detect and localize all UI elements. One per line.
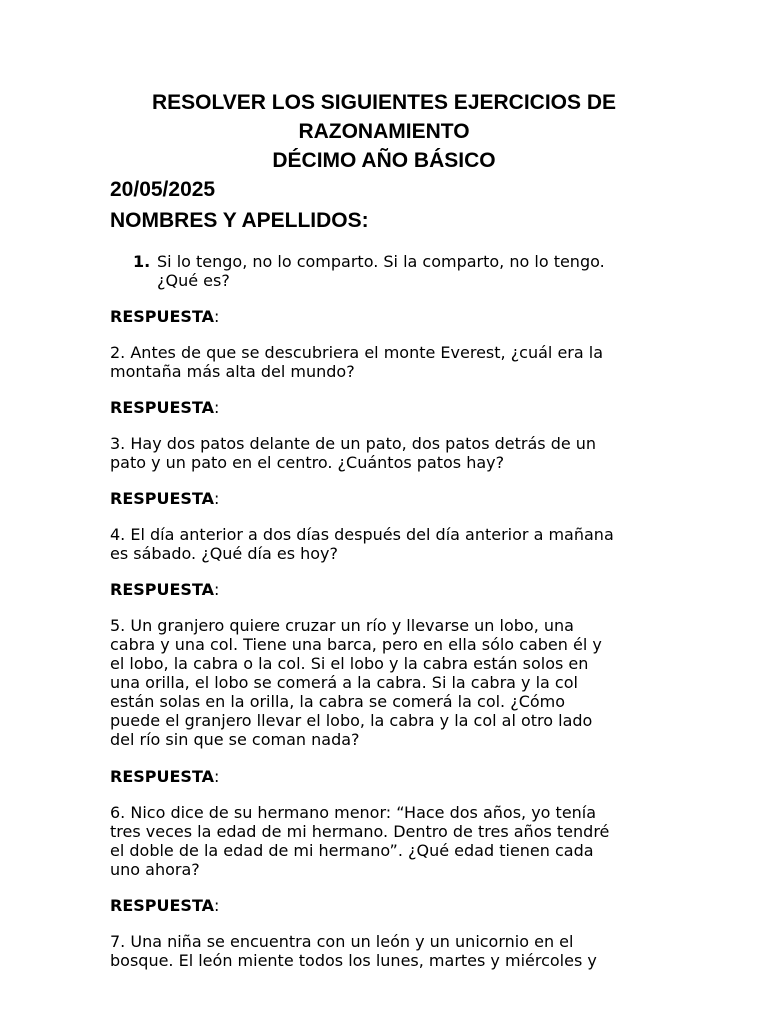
title-line-2: RAZONAMIENTO	[298, 120, 470, 143]
answer-colon: :	[214, 307, 220, 326]
answer-colon: :	[214, 580, 220, 599]
answer-label: RESPUESTA	[110, 307, 214, 326]
answer-4	[110, 580, 219, 599]
question-6-line-3: el doble de la edad de mi hermano”. ¿Qué edad tienen cada	[110, 841, 594, 860]
answer-1	[110, 307, 219, 326]
question-4-line-2: es sábado. ¿Qué día es hoy?	[110, 544, 339, 563]
answer-label: RESPUESTA	[110, 580, 214, 599]
question-3-text	[110, 434, 670, 472]
question-5-line-4: una orilla, el lobo se comerá a la cabra. Si la cabra y la col	[110, 673, 578, 692]
answer-colon: :	[214, 767, 220, 786]
answer-5	[110, 767, 219, 786]
question-5-line-2: cabra y una col. Tiene una barca, pero en ella sólo caben él y	[110, 635, 602, 654]
document-date: 20/05/2025	[110, 178, 216, 201]
question-4-text	[110, 525, 670, 563]
question-1-line-2: ¿Qué es?	[157, 271, 230, 290]
answer-3	[110, 489, 219, 508]
question-7-text	[110, 932, 670, 970]
question-5-line-6: puede el granjero llevar el lobo, la cabra y la col al otro lado	[110, 711, 593, 730]
question-1-line-1: Si lo tengo, no lo comparto. Si la comparto, no lo tengo.	[157, 252, 605, 271]
question-5-text	[110, 616, 670, 749]
question-6-line-1: 6. Nico dice de su hermano menor: “Hace dos años, yo tenía	[110, 803, 597, 822]
title-line-3: DÉCIMO AÑO BÁSICO	[272, 149, 496, 172]
question-6-text	[110, 803, 670, 879]
answer-colon: :	[214, 398, 220, 417]
question-1-number: 1.	[133, 252, 151, 271]
question-2-line-1: 2. Antes de que se descubriera el monte Everest, ¿cuál era la	[110, 343, 604, 362]
question-1-text	[157, 252, 657, 290]
answer-label: RESPUESTA	[110, 767, 214, 786]
answer-label: RESPUESTA	[110, 398, 214, 417]
answer-colon: :	[214, 489, 220, 508]
answer-label: RESPUESTA	[110, 896, 214, 915]
question-3-line-2: pato y un pato en el centro. ¿Cuántos patos hay?	[110, 453, 505, 472]
names-label: NOMBRES Y APELLIDOS:	[110, 209, 369, 232]
answer-colon: :	[214, 896, 220, 915]
question-5-line-3: el lobo, la cabra o la col. Si el lobo y la cabra están solos en	[110, 654, 589, 673]
question-2-line-2: montaña más alta del mundo?	[110, 362, 355, 381]
question-7-line-2: bosque. El león miente todos los lunes, martes y miércoles y	[110, 951, 597, 970]
question-5-line-1: 5. Un granjero quiere cruzar un río y llevarse un lobo, una	[110, 616, 574, 635]
question-6-line-2: tres veces la edad de mi hermano. Dentro de tres años tendré	[110, 822, 610, 841]
question-4-line-1: 4. El día anterior a dos días después del día anterior a mañana	[110, 525, 614, 544]
title-line-1: RESOLVER LOS SIGUIENTES EJERCICIOS DE	[151, 91, 617, 114]
answer-2	[110, 398, 219, 417]
question-6-line-4: uno ahora?	[110, 860, 200, 879]
question-5-line-5: están solas en la orilla, la cabra se comerá la col. ¿Cómo	[110, 692, 566, 711]
question-2-text	[110, 343, 670, 381]
question-7-line-1: 7. Una niña se encuentra con un león y un unicornio en el	[110, 932, 574, 951]
answer-label: RESPUESTA	[110, 489, 214, 508]
question-5-line-7: del río sin que se coman nada?	[110, 730, 360, 749]
answer-6	[110, 896, 219, 915]
document-title	[110, 88, 658, 175]
question-3-line-1: 3. Hay dos patos delante de un pato, dos patos detrás de un	[110, 434, 597, 453]
